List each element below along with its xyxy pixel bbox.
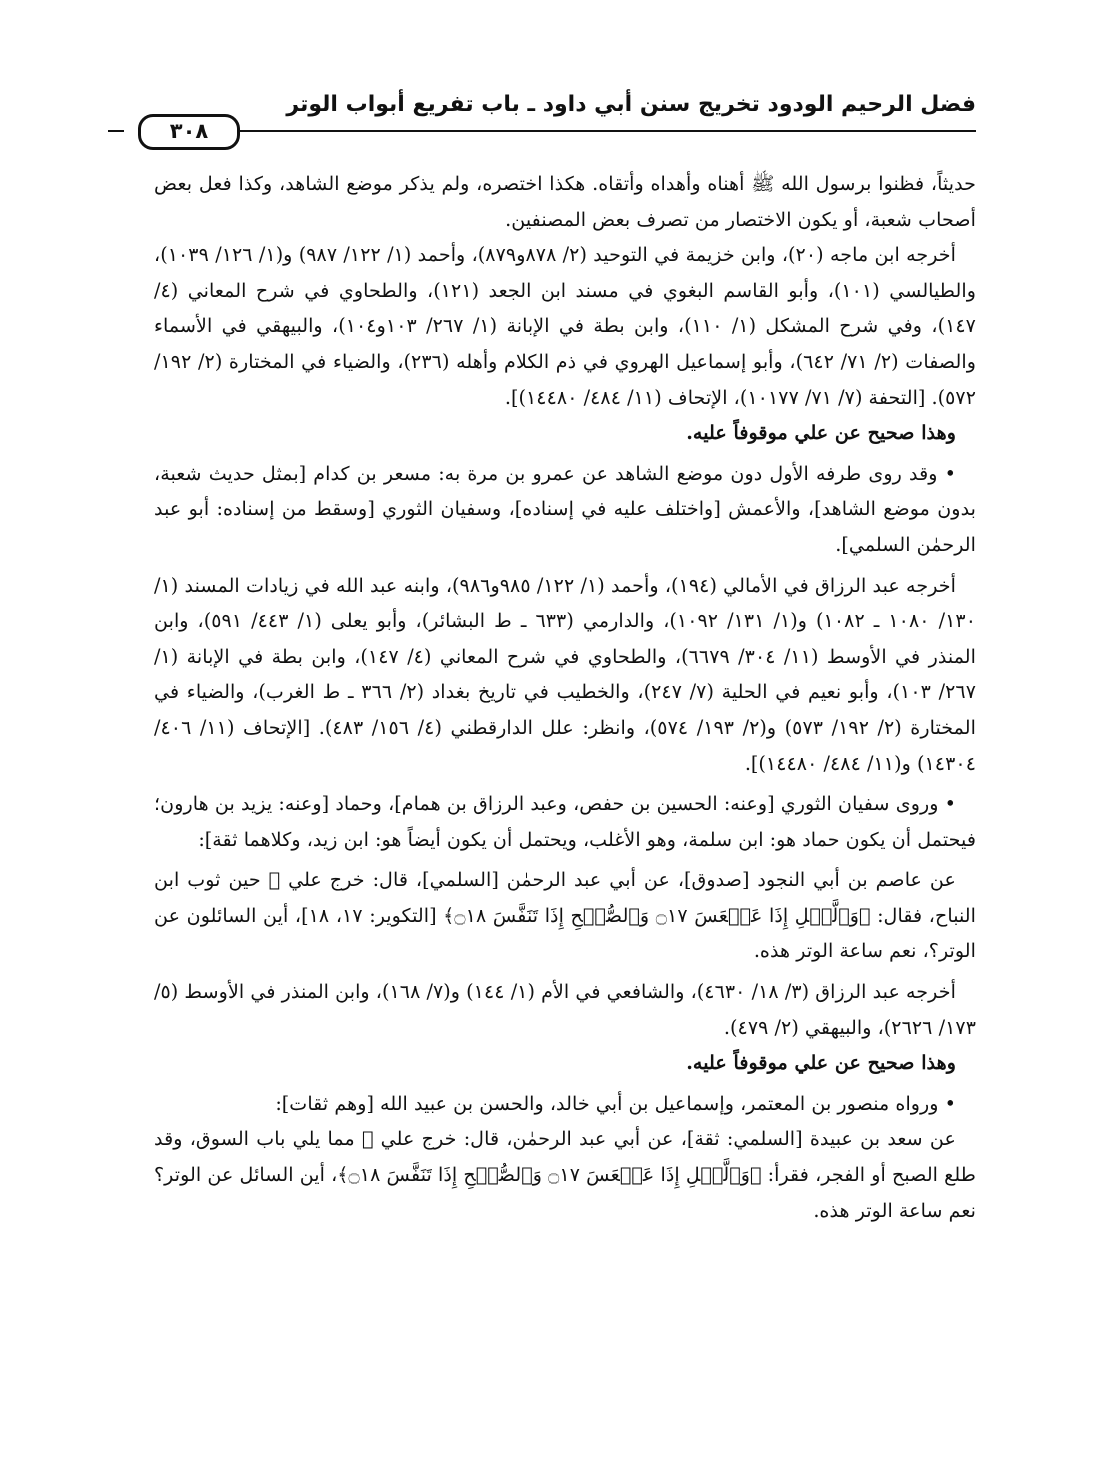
header-rule — [142, 130, 976, 132]
paragraph-takhrij: أخرجه عبد الرزاق (٣/ ١٨/ ٤٦٣٠)، والشافعي في الأم (١/ ١٤٤) و(٧/ ١٦٨)، وابن المنذر في الأوسط (٥/ ١٧٣/ ٢٦٢٦)، والبيهقي (٢/ ٤٧٩). — [154, 980, 976, 1039]
paragraph-bullet: • ورواه منصور بن المعتمر، وإسماعيل بن أبي خالد، والحسن بن عبيد الله [وهم ثقات]: — [275, 1091, 956, 1115]
paragraph-narration: عن عاصم بن أبي النجود [صدوق]، عن أبي عبد الرحمٰن [السلمي]، قال: خرج علي ﷺ حين ثوب ابن النباح، فقال: ﴿وَٱلَّيۡلِ إِذَا عَسۡعَسَ ۝١٧ وَٱلصُّبۡحِ إِذَا تَنَفَّسَ ۝١٨﴾ [التكوير: ١٧، ١٨]، أين السائلون عن الوتر؟، نعم ساعة الوتر هذه. — [154, 868, 976, 963]
running-header — [108, 86, 976, 148]
paragraph-bullet: • وروى سفيان الثوري [وعنه: الحسين بن حفص، وعبد الرزاق بن همام]، وحماد [وعنه: يزيد بن هارون؛ فيحتمل أن يكون حماد هو: ابن سلمة، وهو الأغلب، ويحتمل أن يكون أيضاً هو: ابن زيد، وكلاهما ثقة]: — [154, 792, 976, 851]
running-head-title: فضل الرحيم الودود تخريج سنن أبي داود ـ باب تفريع أبواب الوتر — [286, 92, 976, 117]
header-rule-left — [108, 130, 124, 132]
paragraph-takhrij: أخرجه عبد الرزاق في الأمالي (١٩٤)، وأحمد (١/ ١٢٢/ ٩٨٥و٩٨٦)، وابنه عبد الله في زيادات المسند (١/ ١٣٠/ ١٠٨٠ ـ ١٠٨٢) و(١/ ١٣١/ ١٠٩٢)، والدارمي (٦٣٣ ـ ط البشائر)، وأبو يعلى (١/ ٤٤٣/ ٥٩١)، وابن المنذر في الأوسط (١١/ ٣٠٤/ ٦٦٧٩)، والطحاوي في شرح المعاني (٤/ ١٤٧)، وابن بطة في الإبانة (١/ ٢٦٧/ ١٠٣)، وأبو نعيم في الحلية (٧/ ٢٤٧)، والخطيب في تاريخ بغداد (٢/ ٣٦٦ ـ ط الغرب)، والضياء في المختارة (٢/ ١٩٢/ ٥٧٣) و(٢/ ١٩٣/ ٥٧٤)، وانظر: علل الدارقطني (٤/ ١٥٦/ ٤٨٣). [الإتحاف (١١/ ٤٠٦/ ١٤٣٠٤) و(١١/ ٤٨٤/ ١٤٤٨٠)]. — [154, 573, 976, 775]
paragraph-takhrij: أخرجه ابن ماجه (٢٠)، وابن خزيمة في التوحيد (٢/ ٨٧٨و٨٧٩)، وأحمد (١/ ١٢٢/ ٩٨٧) و(١/ ١٢٦/ ١٠٣٩)، والطيالسي (١٠١)، وأبو القاسم البغوي في مسند ابن الجعد (١٢١)، والطحاوي في شرح المعاني (٤/ ١٤٧)، وفي شرح المشكل (١/ ١١٠)، وابن بطة في الإبانة (١/ ٢٦٧/ ١٠٣و١٠٤)، والبيهقي في الأسماء والصفات (٢/ ٧١/ ٦٤٢)، وأبو إسماعيل الهروي في ذم الكلام وأهله (٢٣٦)، والضياء في المختارة (٢/ ١٩٢/ ٥٧٢). [التحفة (٧/ ٧١/ ١٠١٧٧)، الإتحاف (١١/ ٤٨٤/ ١٤٤٨٠)]. — [154, 243, 976, 409]
main-text-block — [154, 166, 976, 1228]
paragraph-ruling: وهذا صحيح عن علي موقوفاً عليه. — [686, 1051, 956, 1075]
paragraph-ruling: وهذا صحيح عن علي موقوفاً عليه. — [686, 421, 956, 445]
paragraph-narration: عن سعد بن عبيدة [السلمي: ثقة]، عن أبي عبد الرحمٰن، قال: خرج علي ﷺ مما يلي باب السوق، وقد طلع الصبح أو الفجر، فقرأ: ﴿وَٱلَّيۡلِ إِذَا عَسۡعَسَ ۝١٧ وَٱلصُّبۡحِ إِذَا تَنَفَّسَ ۝١٨﴾، أين السائل عن الوتر؟ نعم ساعة الوتر هذه. — [154, 1127, 976, 1222]
paragraph-continuation: حديثاً، فظنوا برسول الله ﷺ أهناه وأهداه وأتقاه. هكذا اختصره، ولم يذكر موضع الشاهد، وكذا فعل بعض أصحاب شعبة، أو يكون الاختصار من تصرف بعض المصنفين. — [154, 172, 976, 231]
page-number-badge: ٣٠٨ — [138, 114, 240, 150]
paragraph-bullet: • وقد روى طرفه الأول دون موضع الشاهد عن عمرو بن مرة به: مسعر بن كدام [بمثل حديث شعبة، بدون موضع الشاهد]، والأعمش [واختلف عليه في إسناده]، وسفيان الثوري [وسقط من إسناده: أبو عبد الرحمٰن السلمي]. — [154, 461, 976, 556]
